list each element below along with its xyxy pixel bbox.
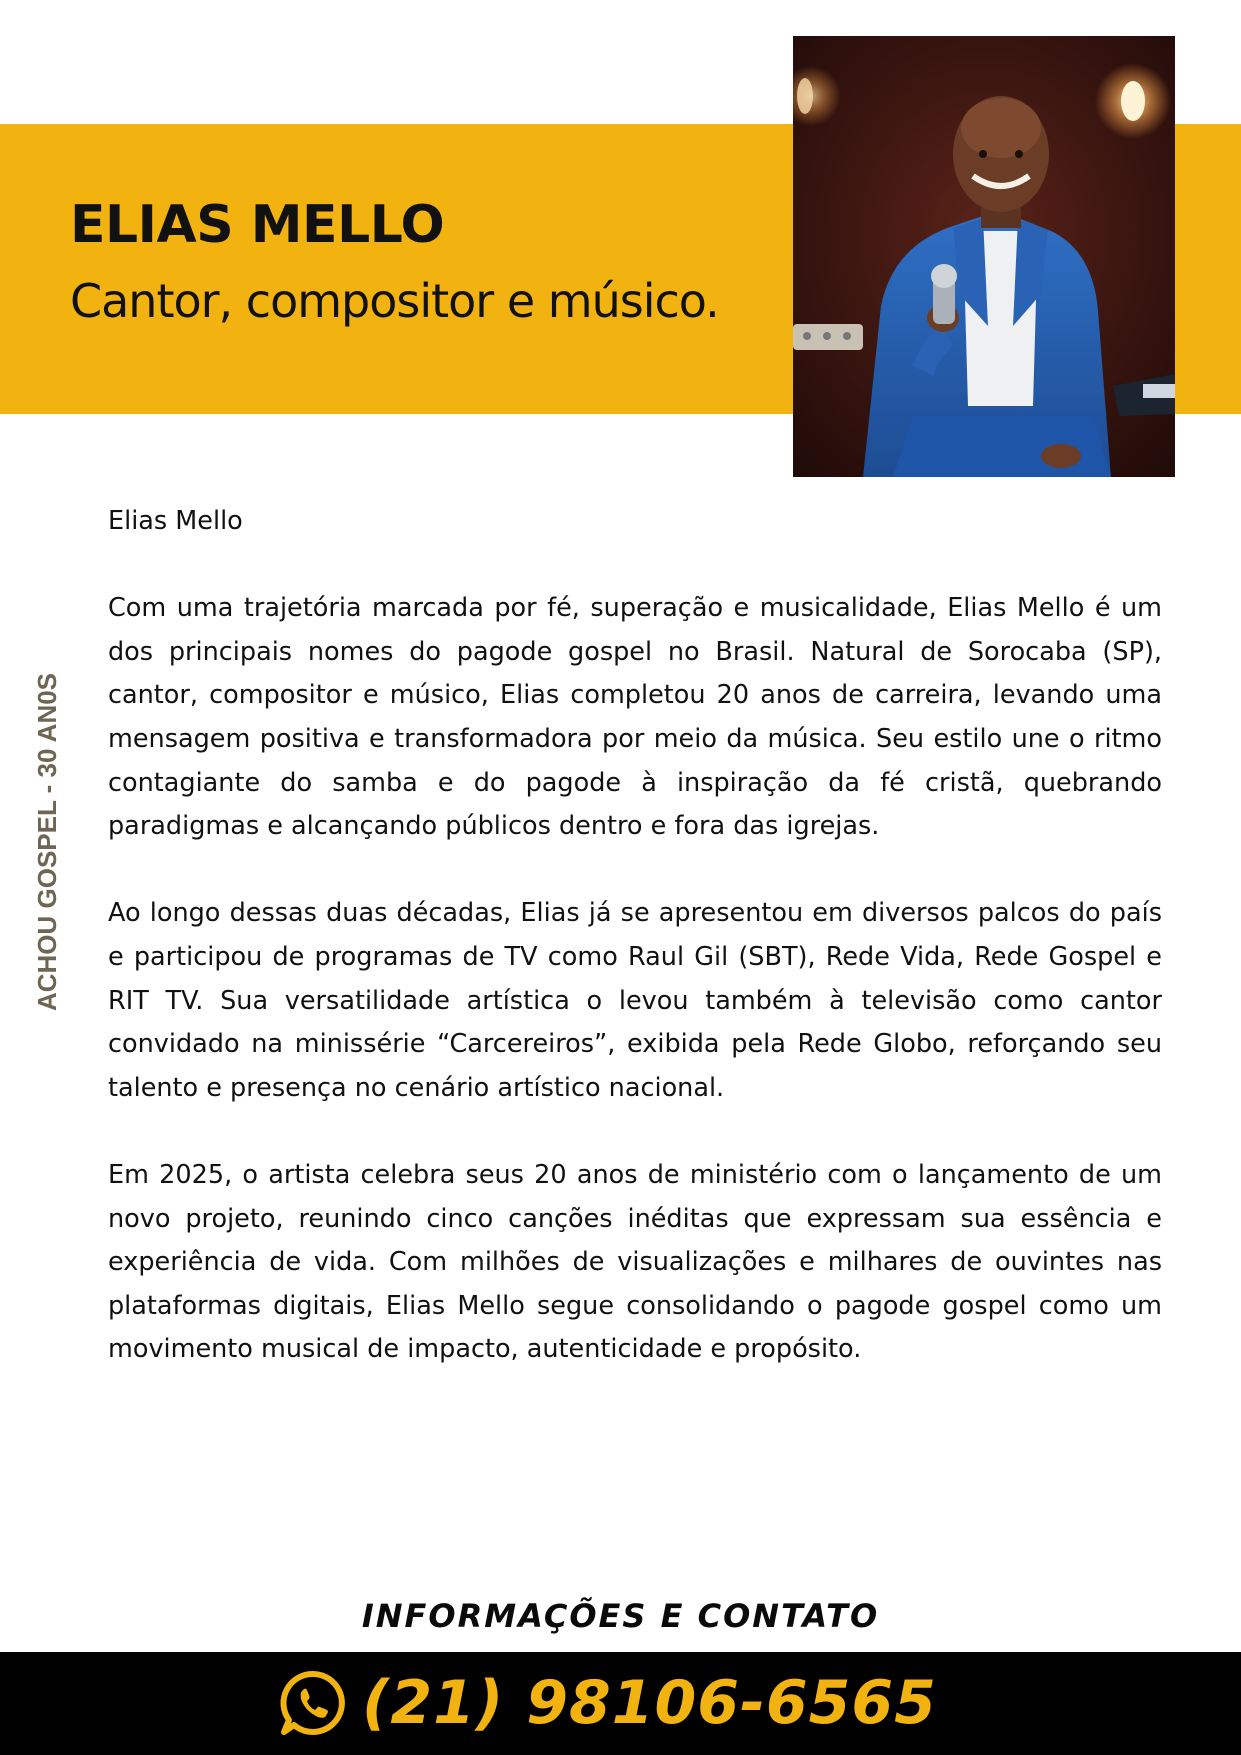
phone-link[interactable] <box>278 1652 937 1755</box>
contact-heading: INFORMAÇÕES E CONTATO <box>361 1597 880 1635</box>
bio-section <box>108 500 1162 1415</box>
side-label: ACHOU GOSPEL - 30 AN0S <box>32 672 62 1012</box>
artist-photo <box>793 36 1175 477</box>
artist-role: Cantor, compositor e músico. <box>70 274 719 328</box>
phone-number[interactable]: (21) 98106-6565 <box>362 1668 937 1738</box>
bio-paragraph-2: Ao longo dessas duas décadas, Elias já se apresentou em diversos palcos do país e participou de programas de TV como Raul Gil (SBT), Rede Vida, Rede Gospel e RIT TV. Sua versatilidade artística o levou também à televisão como cantor convidado na minissérie “Carcereiros”, exibida pela Rede Globo, reforçando seu talento e presença no cenário artístico nacional. <box>108 898 1162 1103</box>
phone-bar <box>0 1652 1241 1755</box>
bio-paragraph-3: Em 2025, o artista celebra seus 20 anos de ministério com o lançamento de um novo projeto, reunindo cinco canções inéditas que expressam sua essência e experiência de vida. Com milhões de visualizações e milhares de ouvintes nas plataformas digitais, Elias Mello segue consolidando o pagode gospel como um movimento musical de impacto, autenticidade e propósito. <box>108 1159 1162 1365</box>
artist-name: ELIAS MELLO <box>70 195 445 255</box>
whatsapp-icon <box>278 1669 348 1739</box>
bio-paragraph-1: Com uma trajetória marcada por fé, superação e musicalidade, Elias Mello é um dos principais nomes do pagode gospel no Brasil. Natural de Sorocaba (SP), cantor, compositor e músico, Elias completou 20 anos de carreira, levando uma mensagem positiva e transformadora por meio da música. Seu estilo une o ritmo contagiante do samba e do pagode à inspiração da fé cristã, quebrando paradigmas e alcançando públicos dentro e fora das igrejas. <box>108 593 1162 842</box>
bio-heading: Elias Mello <box>108 506 243 536</box>
